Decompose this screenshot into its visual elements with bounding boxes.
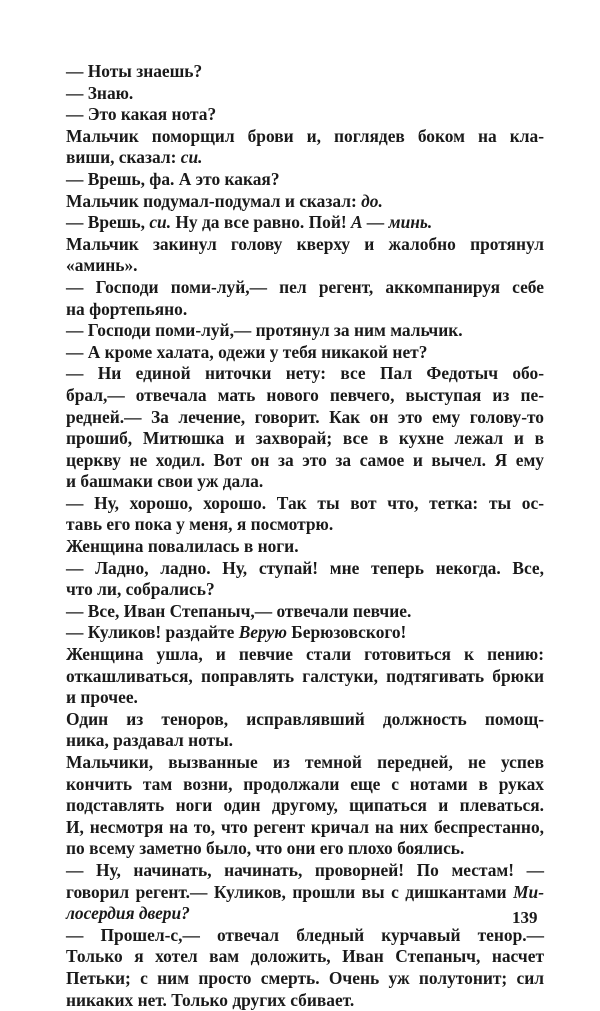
line-text: кончить там возни, продолжали еще с нотами в руках (66, 773, 544, 794)
text-line (66, 191, 544, 213)
text-line (66, 407, 544, 429)
text-line (66, 234, 544, 256)
page-body (66, 61, 544, 1011)
text-line (66, 709, 544, 731)
line-text: виши, сказал: (66, 147, 181, 168)
line-text: — Ни единой ниточки нету: все Пал Федотыч обо- (66, 363, 544, 384)
line-text: — Врешь, (66, 212, 150, 233)
line-text: на фортепьяно. (66, 298, 188, 319)
line-text: — Куликов! раздайте (66, 622, 239, 643)
text-line (66, 61, 544, 83)
text-line (66, 882, 544, 904)
line-text: — А кроме халата, одежи у тебя никакой нет? (66, 341, 428, 362)
text-line (66, 622, 544, 644)
line-text: Мальчик подумал-подумал и сказал: (66, 190, 362, 211)
italic-text: си. (149, 212, 172, 233)
text-line (66, 687, 544, 709)
line-text: — Ну, начинать, начинать, проворней! По местам! — (66, 859, 544, 880)
italic-text: до. (361, 190, 383, 211)
line-text: Ну да все равно. Пой! (171, 212, 351, 233)
line-text: прошиб, Митюшка и захворай; все в кухне лежал и в (66, 428, 544, 449)
text-line (66, 838, 544, 860)
text-line (66, 968, 544, 990)
line-text: Берюзовского! (286, 622, 407, 643)
line-text: редней.— За лечение, говорит. Как он это ему голову-то (66, 406, 544, 427)
text-line (66, 752, 544, 774)
text-line (66, 126, 544, 148)
text-line (66, 795, 544, 817)
line-text: — Это какая нота? (66, 104, 217, 125)
line-text: Мальчик поморщил брови и, поглядев боком на кла- (66, 125, 544, 146)
text-line (66, 428, 544, 450)
line-text: — Все, Иван Степаныч,— отвечали певчие. (66, 600, 412, 621)
line-text: говорил регент.— Куликов, прошли вы с дишкантами (66, 881, 514, 902)
line-text: И, несмотря на то, что регент кричал на них беспрестанно, (66, 816, 544, 837)
line-text: Только я хотел вам доложить, Иван Степаныч, насчет (66, 946, 544, 967)
text-line (66, 277, 544, 299)
line-text: брал,— отвечала мать нового певчего, выступая из пе- (66, 384, 544, 405)
text-line (66, 925, 544, 947)
line-text: подставлять ноги один другому, щипаться и плеваться. (66, 795, 544, 816)
line-text: Женщина ушла, и певчие стали готовиться к пению: (66, 644, 544, 665)
line-text: церкву не ходил. Вот он за это за самое и вычел. Я ему (66, 449, 544, 470)
text-line (66, 817, 544, 839)
line-text: — Врешь, фа. А это какая? (66, 168, 280, 189)
line-text: Женщина повалилась в ноги. (66, 536, 299, 557)
line-text: Мальчики, вызванные из темной передней, не успев (66, 752, 544, 772)
line-text: откашливаться, поправлять галстуки, подтягивать брюки (66, 665, 544, 686)
text-line (66, 169, 544, 191)
italic-text: А — минь. (350, 212, 433, 233)
line-text: тавь его пока у меня, я посмотрю. (66, 514, 334, 535)
italic-text: лосердия двери? (66, 903, 190, 924)
text-line (66, 104, 544, 126)
line-text: ника, раздавал ноты. (66, 730, 234, 751)
line-text: что ли, собрались? (66, 579, 215, 600)
italic-text: си. (180, 147, 203, 168)
page-number: 139 (512, 908, 538, 927)
text-line (66, 299, 544, 321)
text-line (66, 471, 544, 493)
italic-text: Верую (238, 622, 287, 643)
line-text: — Господи поми-луй,— протянул за ним мальчик. (66, 320, 463, 341)
line-text: — Ну, хорошо, хорошо. Так ты вот что, тетка: ты ос- (66, 492, 544, 513)
text-line (66, 903, 544, 925)
line-text: — Прошел-с,— отвечал бледный курчавый тенор.— (66, 924, 544, 945)
text-line (66, 558, 544, 580)
line-text: по всему заметно было, что они его плохо боялись. (66, 838, 465, 859)
line-text: — Ноты знаешь? (66, 61, 203, 81)
text-line (66, 666, 544, 688)
line-text: Мальчик закинул голову кверху и жалобно протянул (66, 233, 544, 254)
line-text: — Знаю. (66, 82, 134, 103)
line-text: — Господи поми-луй,— пел регент, аккомпанируя себе (66, 276, 544, 297)
text-line (66, 601, 544, 623)
italic-text: Ми- (513, 881, 544, 902)
line-text: «аминь». (66, 255, 138, 276)
text-line (66, 514, 544, 536)
text-line (66, 320, 544, 342)
line-text: и башмаки свои уж дала. (66, 471, 264, 492)
line-text: Петьки; с ним просто смерть. Очень уж полутонит; сил (66, 967, 544, 988)
text-line (66, 860, 544, 882)
text-line (66, 363, 544, 385)
text-line (66, 536, 544, 558)
text-line (66, 83, 544, 105)
text-line (66, 493, 544, 515)
line-text: и прочее. (66, 687, 138, 708)
text-line (66, 730, 544, 752)
text-line (66, 579, 544, 601)
text-line (66, 342, 544, 364)
text-line (66, 450, 544, 472)
text-line (66, 990, 544, 1011)
text-line (66, 644, 544, 666)
text-line (66, 147, 544, 169)
text-line (66, 385, 544, 407)
line-text: никаких нет. Только других сбивает. (66, 989, 355, 1010)
line-text: Один из теноров, исправлявший должность помощ- (66, 708, 544, 729)
text-line (66, 946, 544, 968)
text-line (66, 212, 544, 234)
text-line (66, 255, 544, 277)
text-line (66, 774, 544, 796)
line-text: — Ладно, ладно. Ну, ступай! мне теперь некогда. Все, (66, 557, 544, 578)
